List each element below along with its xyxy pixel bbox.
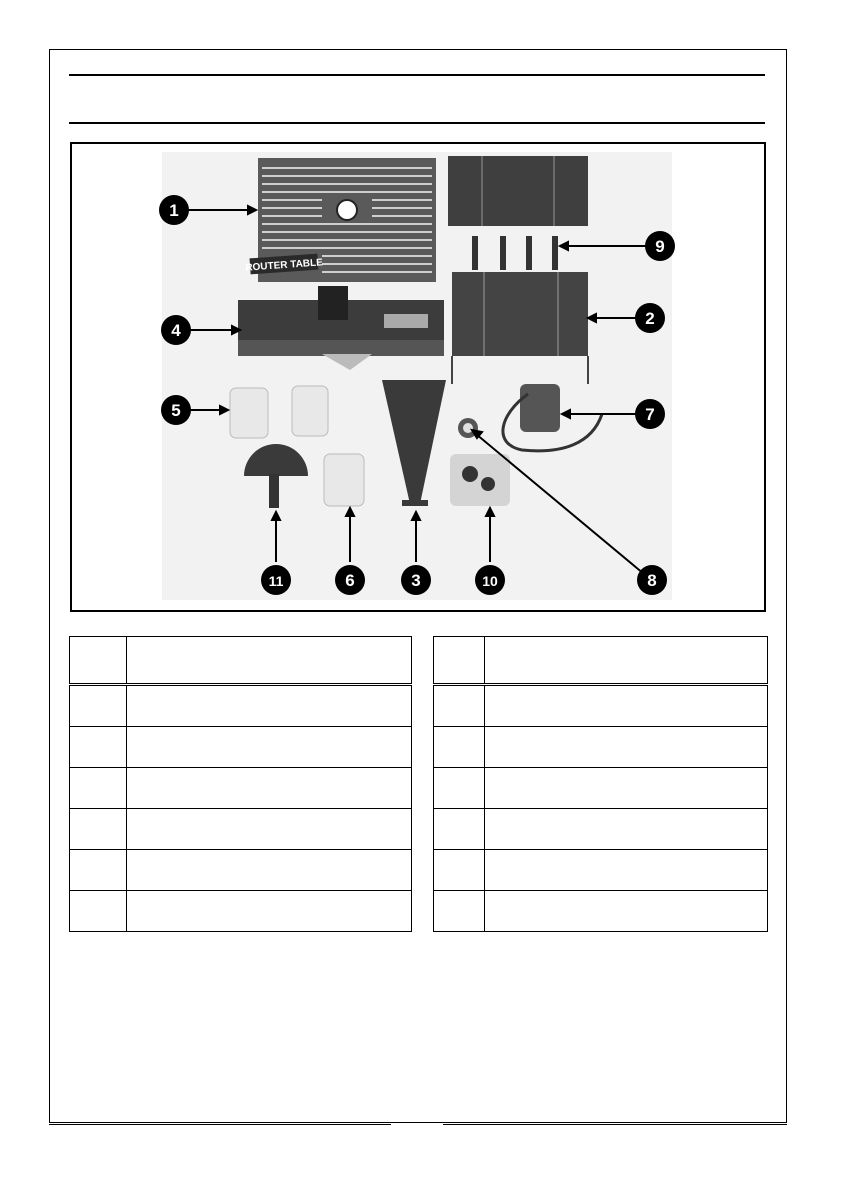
row-no-cell — [434, 727, 485, 768]
row-desc-cell — [485, 809, 768, 850]
row-no-cell — [434, 685, 485, 727]
page-title — [69, 82, 765, 116]
callout-5-label: 5 — [171, 401, 181, 420]
table-row — [434, 685, 768, 727]
footer-rule-right — [443, 1124, 787, 1125]
callout-7 — [635, 399, 665, 429]
row-no-cell — [70, 809, 127, 850]
callout-9-label: 9 — [655, 237, 665, 256]
table-row — [434, 768, 768, 809]
callout-10-label: 10 — [482, 573, 498, 589]
parts-photo — [70, 142, 766, 612]
parts-table-right — [433, 636, 768, 932]
row-desc-cell — [127, 850, 412, 891]
row-no-cell — [434, 809, 485, 850]
table-row — [70, 850, 412, 891]
callout-1-label: 1 — [169, 201, 179, 220]
table-row — [434, 727, 768, 768]
row-desc-cell — [485, 685, 768, 727]
row-no-cell — [70, 685, 127, 727]
callout-7-label: 7 — [645, 405, 655, 424]
header-desc-cell — [127, 637, 412, 685]
row-no-cell — [70, 850, 127, 891]
callout-8 — [637, 565, 667, 595]
row-no-cell — [434, 891, 485, 932]
callout-4 — [161, 315, 191, 345]
row-no-cell — [434, 768, 485, 809]
header-rule-top — [69, 74, 765, 76]
table-row — [434, 891, 768, 932]
row-desc-cell — [485, 850, 768, 891]
callout-11 — [261, 565, 291, 595]
row-desc-cell — [485, 768, 768, 809]
callout-6 — [335, 565, 365, 595]
callout-10 — [475, 565, 505, 595]
row-no-cell — [70, 891, 127, 932]
row-desc-cell — [127, 768, 412, 809]
table-row — [70, 685, 412, 727]
hold-down-clamp-part — [324, 454, 364, 506]
table-row — [70, 809, 412, 850]
parts-photo-illustration — [72, 144, 764, 610]
callout-3-label: 3 — [411, 571, 421, 590]
table-row — [434, 850, 768, 891]
callout-2 — [635, 303, 665, 333]
callout-3 — [401, 565, 431, 595]
callout-2-label: 2 — [645, 309, 655, 328]
callout-4-label: 4 — [171, 321, 181, 340]
table-row — [434, 809, 768, 850]
parts-table-left — [69, 636, 412, 932]
row-desc-cell — [485, 727, 768, 768]
callout-1 — [159, 195, 189, 225]
footer-rule-left — [49, 1124, 391, 1125]
header-desc-cell — [485, 637, 768, 685]
header-rule-bottom — [69, 122, 765, 124]
table-row — [70, 891, 412, 932]
header-no-cell — [434, 637, 485, 685]
header-no-cell — [70, 637, 127, 685]
table-row — [70, 727, 412, 768]
row-no-cell — [434, 850, 485, 891]
row-desc-cell — [127, 727, 412, 768]
table-header-row — [70, 637, 412, 685]
row-no-cell — [70, 727, 127, 768]
callout-6-label: 6 — [345, 571, 355, 590]
row-desc-cell — [127, 891, 412, 932]
fastener-bag-part — [450, 454, 510, 506]
callout-9 — [645, 231, 675, 261]
row-desc-cell — [127, 809, 412, 850]
callout-8-label: 8 — [647, 571, 657, 590]
table-row — [70, 768, 412, 809]
row-desc-cell — [127, 685, 412, 727]
callout-5 — [161, 395, 191, 425]
router-table-label: ROUTER TABLE — [245, 257, 324, 274]
row-desc-cell — [485, 891, 768, 932]
row-no-cell — [70, 768, 127, 809]
table-header-row — [434, 637, 768, 685]
callout-11-label: 11 — [268, 573, 284, 589]
table-top-part — [245, 158, 436, 282]
